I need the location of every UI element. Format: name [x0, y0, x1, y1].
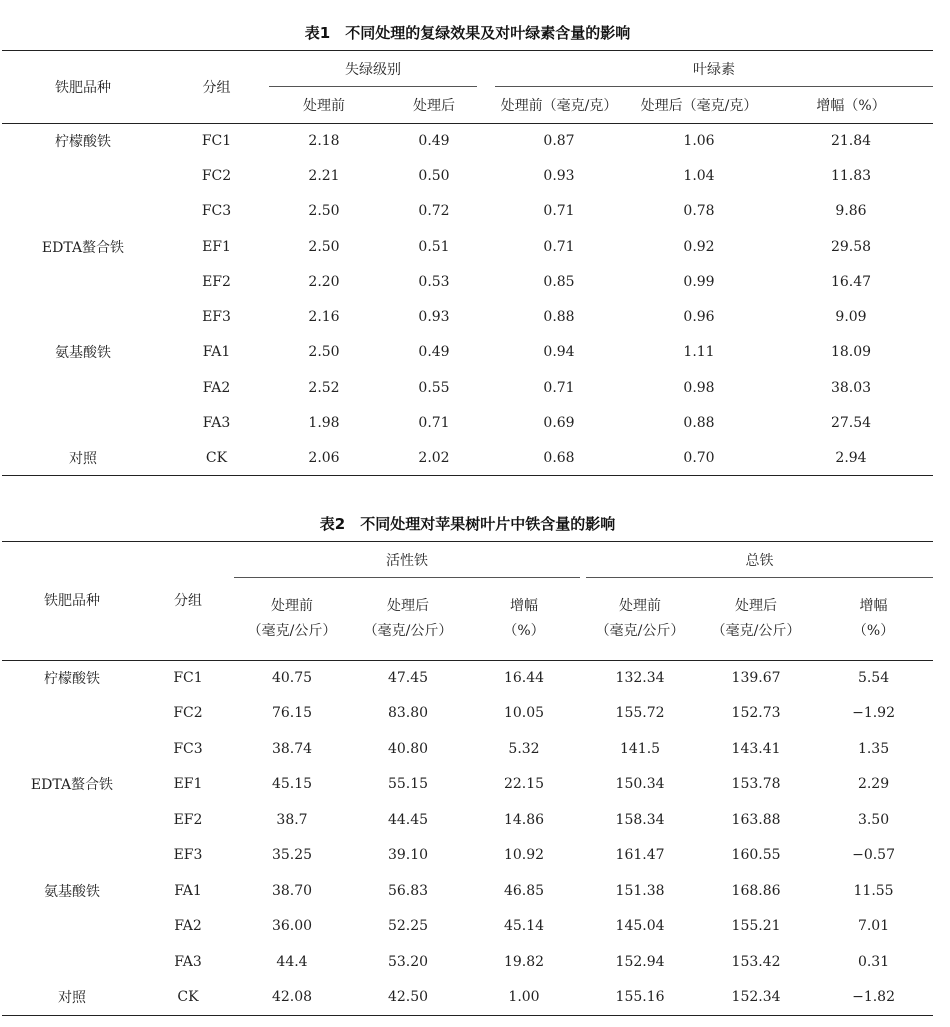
value-cell: 132.34	[615, 670, 665, 686]
table-row	[2, 335, 933, 370]
group-cell: EF2	[202, 273, 231, 290]
value-cell: 150.34	[615, 776, 665, 793]
group-cell: FC2	[201, 167, 232, 184]
header-chl-after: 处理后（毫克/克）	[640, 97, 758, 114]
table2	[2, 541, 933, 1016]
table2-caption: 表2 不同处理对苹果树叶片中铁含量的影响	[319, 515, 616, 533]
variety-cell: 对照	[69, 451, 97, 468]
value-cell: 44.45	[387, 811, 429, 828]
group-cell: EF1	[202, 238, 231, 255]
table-row	[2, 873, 933, 909]
value-cell: 7.01	[857, 918, 890, 935]
value-cell: 38.03	[830, 379, 872, 396]
value-cell: 0.93	[543, 167, 575, 184]
group-cell: FA2	[202, 379, 231, 396]
value-cell: 158.34	[615, 811, 665, 828]
value-cell: 2.50	[308, 344, 340, 361]
label-before: 处理前	[619, 597, 662, 614]
value-cell: 155.21	[731, 918, 781, 935]
table1	[2, 50, 933, 476]
variety-cell: 氨基酸铁	[55, 345, 111, 362]
value-cell: 52.25	[387, 918, 429, 935]
table-row	[2, 370, 933, 405]
value-cell: 153.42	[731, 953, 781, 970]
table-row	[2, 264, 933, 299]
value-cell: 56.83	[387, 882, 429, 899]
value-cell: 0.69	[543, 415, 575, 432]
variety-cell	[2, 696, 142, 732]
value-cell: 0.71	[418, 415, 450, 432]
value-cell: 9.86	[835, 203, 867, 220]
header-group: 分组	[164, 51, 269, 124]
label-increase: 增幅	[859, 597, 888, 614]
value-cell: 38.70	[271, 882, 313, 899]
value-cell: 9.09	[835, 309, 867, 326]
value-cell: 10.05	[503, 705, 545, 722]
value-cell: 1.04	[683, 167, 715, 184]
value-cell: 21.84	[830, 132, 872, 149]
value-cell: 2.94	[835, 450, 867, 467]
group-cell: FA1	[174, 882, 202, 899]
value-cell: 2.06	[308, 450, 340, 467]
value-cell: 2.16	[308, 309, 340, 326]
value-cell: 0.88	[683, 415, 715, 432]
value-cell: 0.51	[418, 238, 450, 255]
value-cell: 42.08	[271, 989, 313, 1005]
value-cell: 0.71	[543, 203, 575, 220]
value-cell: 1.98	[308, 415, 340, 432]
group-cell: FC1	[201, 132, 232, 149]
group-cell: FA2	[174, 918, 202, 935]
value-cell: 2.50	[308, 238, 340, 255]
header-active-increase	[466, 578, 582, 660]
value-cell: 16.47	[830, 273, 872, 290]
value-cell: 0.94	[543, 344, 575, 361]
value-cell: 39.10	[387, 847, 429, 864]
value-cell: 5.54	[857, 670, 890, 686]
table-row	[2, 229, 933, 264]
group-cell: EF3	[202, 309, 231, 326]
header-increase: 增幅（%）	[816, 97, 886, 114]
value-cell: 55.15	[387, 776, 429, 793]
value-cell: 38.74	[271, 740, 313, 757]
group-cell: FC1	[173, 670, 203, 686]
value-cell: 14.86	[503, 811, 545, 828]
value-cell: 152.34	[731, 989, 781, 1005]
value-cell: 160.55	[731, 847, 781, 864]
variety-cell	[2, 802, 142, 838]
value-cell: 0.96	[683, 309, 715, 326]
value-cell: 0.71	[543, 238, 575, 255]
header-active-after	[350, 578, 466, 660]
label-unit: （毫克/公斤）	[247, 622, 337, 639]
value-cell: 0.68	[543, 450, 575, 467]
value-cell: 27.54	[830, 415, 872, 432]
label-after: 处理后	[387, 597, 429, 614]
value-cell: 1.35	[857, 740, 890, 757]
value-cell: 36.00	[271, 918, 313, 935]
value-cell: 163.88	[731, 811, 781, 828]
value-cell: 0.71	[543, 379, 575, 396]
group-cell: FA3	[174, 953, 202, 970]
value-cell: 1.11	[683, 344, 715, 361]
value-cell: 2.29	[857, 776, 890, 793]
value-cell: 46.85	[503, 882, 545, 899]
header-active-iron: 活性铁	[234, 542, 582, 579]
value-cell: 0.50	[418, 167, 450, 184]
value-cell: 3.50	[857, 811, 890, 828]
group-cell: CK	[177, 989, 199, 1005]
header-chl-before: 处理前（毫克/克）	[500, 97, 618, 114]
value-cell: 0.92	[683, 238, 715, 255]
table-row	[2, 158, 933, 193]
value-cell: 153.78	[731, 776, 781, 793]
variety-cell	[2, 944, 142, 980]
value-cell: 0.70	[683, 450, 715, 467]
value-cell: 2.02	[418, 450, 450, 467]
value-cell: 0.85	[543, 273, 575, 290]
value-cell: −0.57	[852, 847, 895, 864]
header-total-before	[582, 578, 698, 660]
table-row	[2, 696, 933, 732]
value-cell: 145.04	[615, 918, 665, 935]
value-cell: 139.67	[731, 670, 781, 686]
value-cell: 0.55	[418, 379, 450, 396]
table-row	[2, 980, 933, 1016]
value-cell: 143.41	[731, 740, 781, 757]
label-percent: （%）	[503, 622, 545, 639]
table-row	[2, 123, 933, 158]
value-cell: 76.15	[271, 705, 313, 722]
value-cell: 16.44	[503, 670, 545, 686]
value-cell: 10.92	[503, 847, 545, 864]
header-chlorophyll: 叶绿素	[489, 51, 933, 88]
header-total-iron: 总铁	[582, 542, 933, 579]
value-cell: 0.98	[683, 379, 715, 396]
value-cell: 45.14	[503, 918, 545, 935]
value-cell: 0.78	[683, 203, 715, 220]
header-total-increase	[814, 578, 933, 660]
group-cell: FA1	[202, 344, 231, 361]
value-cell: 29.58	[830, 238, 872, 255]
value-cell: 53.20	[387, 953, 429, 970]
value-cell: 0.49	[418, 344, 450, 361]
label-increase: 增幅	[510, 597, 539, 614]
variety-cell: 对照	[58, 990, 86, 1006]
table-row	[2, 944, 933, 980]
value-cell: 18.09	[830, 344, 872, 361]
label-unit: （毫克/公斤）	[363, 622, 453, 639]
value-cell: 38.7	[276, 811, 308, 828]
header-chlorosis-level: 失绿级别	[269, 51, 489, 88]
table-row	[2, 802, 933, 838]
group-cell: EF1	[173, 776, 203, 793]
value-cell: 141.5	[619, 740, 661, 757]
value-cell: 2.18	[308, 132, 340, 149]
table-row	[2, 909, 933, 945]
table-row	[2, 441, 933, 476]
header-group: 分组	[142, 542, 234, 661]
table-row	[2, 731, 933, 767]
value-cell: 0.49	[418, 132, 450, 149]
variety-cell	[2, 158, 164, 193]
header-after: 处理后	[413, 97, 455, 114]
table-row	[2, 194, 933, 229]
label-unit: （毫克/公斤）	[711, 622, 801, 639]
value-cell: −1.92	[852, 705, 895, 722]
value-cell: 0.99	[683, 273, 715, 290]
header-before: 处理前	[303, 97, 345, 114]
label-unit: （毫克/公斤）	[595, 622, 685, 639]
value-cell: 1.00	[508, 989, 540, 1005]
group-cell: CK	[205, 450, 228, 467]
value-cell: 1.06	[683, 132, 715, 149]
table-row	[2, 405, 933, 440]
value-cell: 0.93	[418, 309, 450, 326]
value-cell: 83.80	[387, 705, 429, 722]
value-cell: 11.83	[830, 167, 872, 184]
variety-cell	[2, 838, 142, 874]
group-cell: EF3	[173, 847, 203, 864]
header-total-after	[698, 578, 814, 660]
value-cell: 0.72	[418, 203, 450, 220]
table1-caption: 表1 不同处理的复绿效果及对叶绿素含量的影响	[304, 24, 631, 42]
value-cell: 151.38	[615, 882, 665, 899]
variety-cell	[2, 370, 164, 405]
group-cell: EF2	[173, 811, 203, 828]
value-cell: 5.32	[508, 740, 540, 757]
variety-cell: 柠檬酸铁	[44, 671, 100, 687]
value-cell: 152.73	[731, 705, 781, 722]
value-cell: 42.50	[387, 989, 429, 1005]
value-cell: 2.21	[308, 167, 340, 184]
group-cell: FC2	[173, 705, 203, 722]
value-cell: −1.82	[852, 989, 895, 1005]
label-percent: （%）	[852, 622, 895, 639]
value-cell: 155.72	[615, 705, 665, 722]
value-cell: 168.86	[731, 882, 781, 899]
variety-cell	[2, 731, 142, 767]
value-cell: 2.50	[308, 203, 340, 220]
header-active-before	[234, 578, 350, 660]
variety-cell	[2, 194, 164, 229]
variety-cell: EDTA螯合铁	[41, 239, 125, 256]
value-cell: 40.80	[387, 740, 429, 757]
variety-cell	[2, 909, 142, 945]
value-cell: 2.20	[308, 273, 340, 290]
value-cell: 152.94	[615, 953, 665, 970]
variety-cell: EDTA螯合铁	[30, 777, 114, 794]
value-cell: 47.45	[387, 670, 429, 686]
variety-cell	[2, 405, 164, 440]
value-cell: 0.87	[543, 132, 575, 149]
value-cell: 155.16	[615, 989, 665, 1005]
header-variety: 铁肥品种	[2, 542, 142, 661]
variety-cell	[2, 299, 164, 334]
value-cell: 40.75	[271, 670, 313, 686]
table-row	[2, 660, 933, 696]
header-variety: 铁肥品种	[2, 51, 164, 124]
value-cell: 19.82	[503, 953, 545, 970]
table-row	[2, 299, 933, 334]
value-cell: 22.15	[503, 776, 545, 793]
group-cell: FA3	[202, 415, 231, 432]
variety-cell	[2, 264, 164, 299]
value-cell: 2.52	[308, 379, 340, 396]
value-cell: 45.15	[271, 776, 313, 793]
value-cell: 161.47	[615, 847, 665, 864]
variety-cell: 氨基酸铁	[44, 883, 100, 900]
value-cell: 0.31	[857, 953, 890, 970]
label-before: 处理前	[271, 597, 313, 614]
value-cell: 11.55	[853, 882, 894, 899]
value-cell: 44.4	[276, 953, 308, 970]
variety-cell: 柠檬酸铁	[55, 133, 111, 150]
value-cell: 0.53	[418, 273, 450, 290]
value-cell: 35.25	[271, 847, 313, 864]
group-cell: FC3	[173, 740, 203, 757]
table-row	[2, 767, 933, 803]
group-cell: FC3	[201, 203, 232, 220]
table-row	[2, 838, 933, 874]
label-after: 处理后	[735, 597, 778, 614]
value-cell: 0.88	[543, 309, 575, 326]
